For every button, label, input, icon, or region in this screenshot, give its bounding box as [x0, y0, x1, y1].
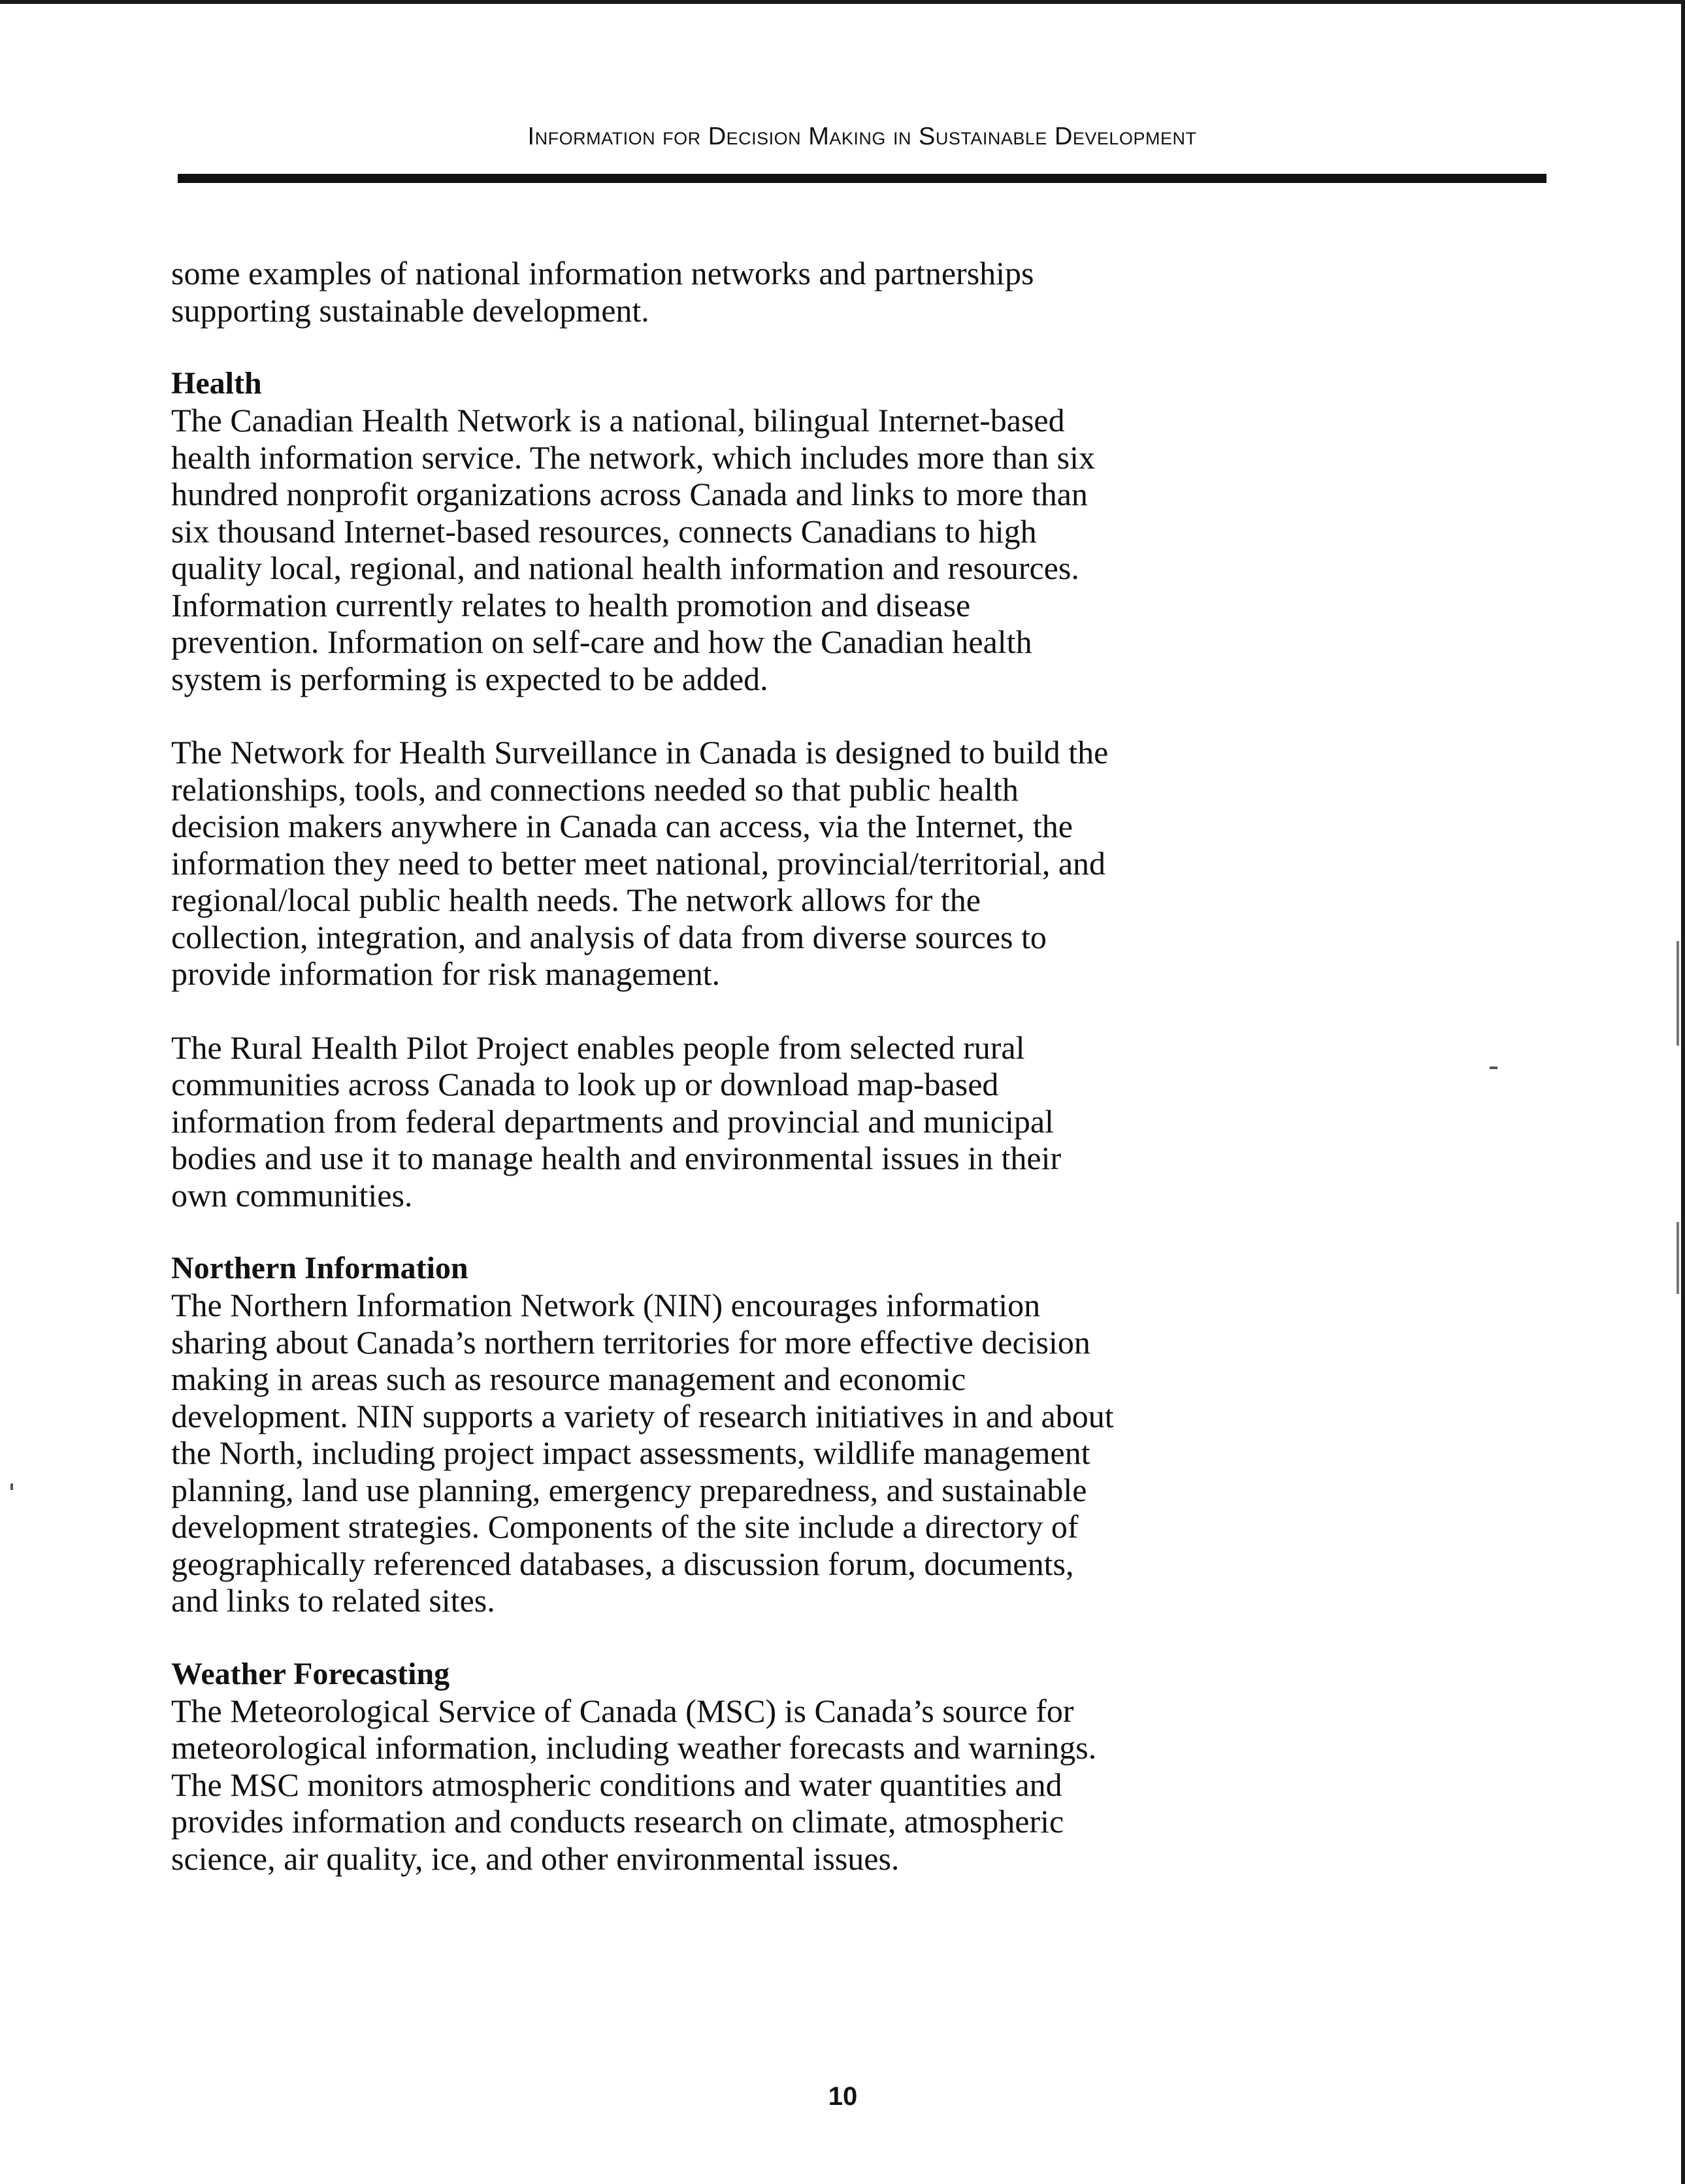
page-number: 10 [828, 2082, 858, 2111]
section-heading-weather-forecasting: Weather Forecasting [171, 1656, 450, 1691]
intro-paragraph: some examples of national information networks and partnerships supporting sustainable development. [171, 255, 1034, 329]
scan-top-edge [0, 0, 1685, 4]
scan-right-edge [1681, 0, 1685, 2184]
scan-speck [1677, 1222, 1679, 1294]
section-heading-health: Health [171, 366, 262, 401]
scan-speck [10, 1483, 13, 1490]
health-paragraph-health-surveillance: The Network for Health Surveillance in Canada is designed to build the relationships, tools, and connections needed so that public health decision makers anywhere in Canada can access, via the Internet, the information they need to better meet national, provincial/territorial, and regional/local public health needs. The network allows for the collection, integration, and analysis of data from diverse sources to provide information for risk management. [171, 734, 1109, 992]
northern-information-paragraph: The Northern Information Network (NIN) encourages information sharing about Canada’s northern territories for more effective decision making in areas such as resource management and economic development. NIN supports a variety of research initiatives in and about the North, including project impact assessments, wildlife management planning, land use planning, emergency preparedness, and sustainable development strategies. Components of the site include a directory of geographically referenced databases, a discussion forum, documents, and links to related sites. [171, 1287, 1114, 1619]
header-rule [178, 174, 1546, 183]
scan-speck [1677, 941, 1679, 1046]
health-paragraph-rural-health-pilot: The Rural Health Pilot Project enables people from selected rural communities across Canada to look up or download map-based information from federal departments and provincial and municipal bodies and use it to manage health and environmental issues in their own communities. [171, 1029, 1062, 1214]
health-paragraph-canadian-health-network: The Canadian Health Network is a national, bilingual Internet-based health information service. The network, which includes more than six hundred nonprofit organizations across Canada and links to more than six thousand Internet-based resources, connects Canadians to high quality local, regional, and national health information and resources. Information currently relates to health promotion and disease prevention. Information on self-care and how the Canadian health system is performing is expected to be added. [171, 402, 1095, 697]
running-header: Information for Decision Making in Sustainable Development [527, 123, 1197, 150]
body-text [171, 255, 1125, 1913]
scan-speck [1490, 1067, 1497, 1069]
weather-forecasting-paragraph: The Meteorological Service of Canada (MSC) is Canada’s source for meteorological information, including weather forecasts and warnings. The MSC monitors atmospheric conditions and water quantities and provides information and conducts research on climate, atmospheric science, air quality, ice, and other environmental issues. [171, 1692, 1097, 1877]
section-heading-northern-information: Northern Information [171, 1251, 468, 1285]
